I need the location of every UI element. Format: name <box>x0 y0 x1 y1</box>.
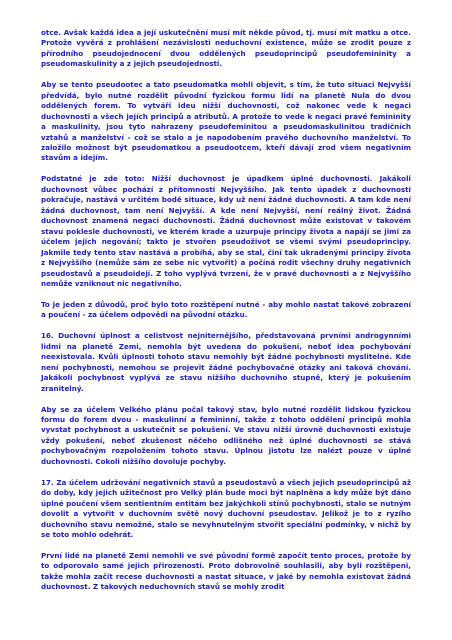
paragraph-section-17: 17. Za účelem udržování negativních stavů a pseudostavů a všech jejich pseudoprincipů až do doby, kdy jejich užitečnost pro Velký plán bude moci být naplněna a kdy může být dáno úplné poučení všem sentientním entitám bez jakýchkoli stínů pochybnosti, stalo se nutným dovolit a vytvořit v duchovním světě nový duchovní pseudostav. Jelikož je to z ryzího duchovního stavu nemožné, stalo se nevyhnutelným stvořit speciální podmínky, v nichž by se toto mohlo odehrát. <box>41 477 411 540</box>
paragraph: Aby se za účelem Velkého plánu počal takový stav, bylo nutné rozdělit lidskou fyzickou formu do forem dvou - maskulinní a femininní, takže z tohoto oddělení principů mohla vyvstat pochybnost a uskutečnit se pokušení. Ve stavu nižší úrovně duchovnosti existuje vždy pokušení, neboť zkušenost něčeho odlišného než úplné duchovnosti se stává pochybovačným rozpoložením tohoto stavu. Úplnou jistotu lze nalézt pouze v úplné duchovnosti. Cokoli nižšího dovoluje pochyby. <box>41 404 411 466</box>
paragraph: Podstatné je zde toto: Nižší duchovnost je úpadkem úplné duchovnosti. Jakákoli duchovnost vůbec pochází z přítomnosti Nejvyššího. Jak tento úpadek z duchovnosti pokračuje, nastává v určitém bodě situace, kdy už není žádné duchovnosti. A tam kde není žádná duchovnost, tam není Nejvyšší. A kde není Nejvyšší, není reálný život. Žádná duchovnost znamená negaci duchovnosti. Žádná duchovnost může existovat v takovém stavu poklesle duchovnosti, ve kterém krade a uzurpuje principy života a napájí se jimi za účelem jejich negování; takto je stvořen pseudoživot se všemi svými pseudoprincipy. Jakmile tedy tento stav nastává a probíhá, aby se stal, činí tak ukradenými principy života z Nejvyššího (nemůže sám ze sebe nic vytvořit) a počíná rodit všechny druhy negativních pseudostavů a pseudoidejí. Z toho vyplývá tvrzení, že v pravé duchovnosti a z Nejvyššího nemůže vzniknout nic negativního. <box>41 174 411 288</box>
paragraph: otce. Avšak každá idea a její uskutečnění musí mít někde původ, tj. musí mít matku a otce. Protože vyvěrá z prohlášení nezávislosti neduchovní existence, může se zrodit pouze z přírodního pseudojednocení dvou oddělených pseudoprincipů pseudofemininity a pseudomaskulinity a z jejich pseudojednosti. <box>41 28 411 69</box>
paragraph: První lidé na planetě Zemi nemohli ve své původní formě započít tento proces, protože by to odporovalo samé jejich přirozenosti. Proto dobrovolně souhlasili, aby byli rozštěpeni, takže mohla začít recese duchovnosti a nastat situace, v jaké by nemohla existovat žádná duchovnost. Z takových neduchovních stavů se mohly zrodit <box>41 550 411 592</box>
paragraph: To je jeden z důvodů, proč bylo toto rozštěpení nutné - aby mohlo nastat takové zobrazení a poučení - za účelem odpovědi na původní otázku. <box>41 299 411 320</box>
paragraph-section-16: 16. Duchovní úplnost a celistvost nejniternějšího, představovaná prvními androgynními lidmi na planetě Zemi, nemohla být uvedena do pokušení, neboť idea pochybování neexistovala. Kvůli úplnosti tohoto stavu nemohly být žádné pochybnosti myslitelné. Kde není pochybnosti, nemohou se projevit žádné pochybovačné otázky ani taková chování. Jakákoli pochybnost vyplývá ze stavu nižšího duchovního stupně, který je pokušením zranitelný. <box>41 331 411 393</box>
paragraph: Aby se tento pseudootec a tato pseudomatka mohli objevit, s tím, že tuto situaci Nejvyšší předvídá, bylo nutné rozdělit původní fyzickou formu lidí na planetě Nula do dvou oddělených forem. To vytváří ideu nižší duchovnosti, což nakonec vede k negaci duchovnosti a všech jejích principů a atributů. A protože to vede k negaci pravé femininity a maskulinity, jsou tyto nahrazeny pseudofeminitou a pseudomaskulinitou tradičních vztahů a manželství - což se stalo a je napodobením pravého duchovního manželství. To založilo možnost být pseudomatkou a pseudootcem, kteří dávají zrod všem negativním stavům a idejím. <box>41 80 411 163</box>
